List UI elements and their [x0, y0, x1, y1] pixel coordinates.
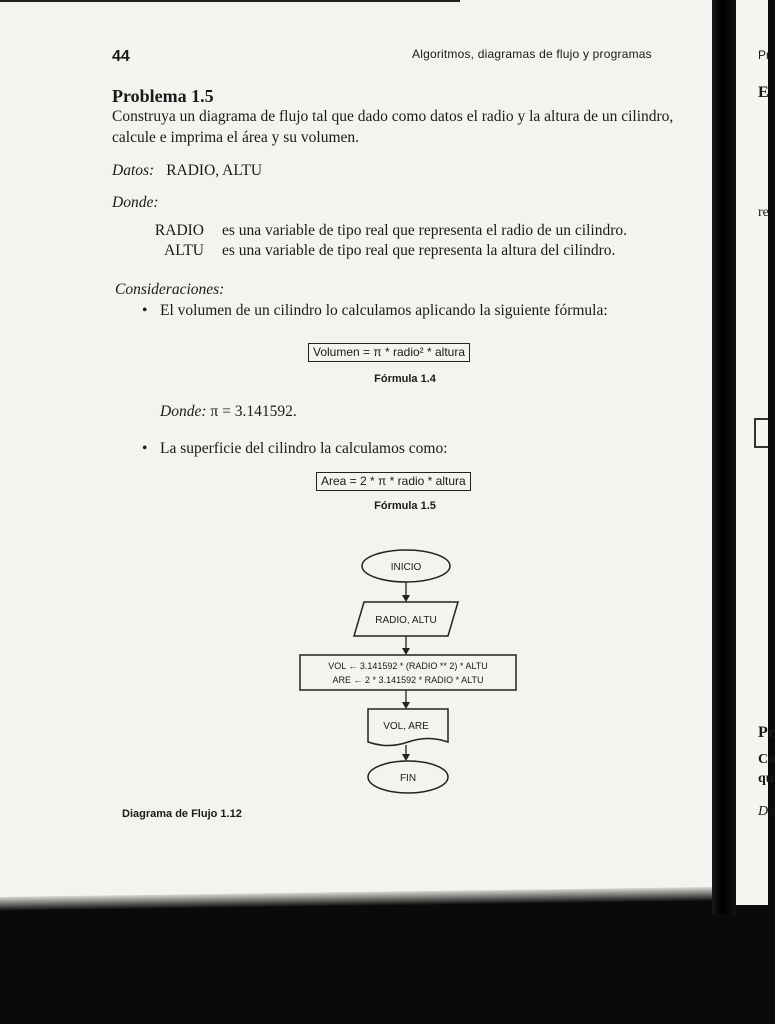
bullet-text: El volumen de un cilindro lo calculamos aplicando la siguiente fórmula: [160, 302, 608, 319]
process-line-volume: VOL ← 3.141592 * (RADIO ** 2) * ALTU [328, 661, 488, 671]
formula-area: Area = 2 * π * radio * altura [316, 472, 471, 491]
variable-description: es una variable de tipo real que representa la altura del cilindro. [222, 242, 616, 259]
data-value: RADIO, ALTU [166, 162, 263, 179]
problem-title: Problema 1.5 [112, 86, 214, 106]
start-label: INICIO [390, 562, 422, 573]
arrow-head [402, 702, 410, 709]
arrow-head [402, 754, 410, 761]
considerations-label: Consideraciones: [115, 281, 225, 298]
arrow-head [402, 648, 410, 655]
output-label: VOL, ARE [383, 721, 429, 732]
next-page-fragment: Pr [758, 724, 775, 741]
bullet-text: La superficie del cilindro la calculamos como: [160, 440, 448, 457]
next-page-fragment: Pr [758, 48, 770, 62]
page-number: 44 [112, 48, 130, 65]
process-line-area: ARE ← 2 * 3.141592 * RADIO * ALTU [332, 675, 484, 685]
book-gutter [712, 0, 736, 915]
formula-caption: Fórmula 1.5 [374, 500, 436, 512]
book-page-right-edge [736, 0, 775, 905]
input-label: RADIO, ALTU [375, 615, 437, 626]
formula-volume: Volumen = π * radio² * altura [308, 343, 470, 362]
pi-definition [160, 403, 297, 421]
bullet-dot: • [142, 302, 148, 319]
bullet-dot: • [142, 440, 148, 457]
pi-label: Donde: [160, 403, 207, 420]
variable-name: ALTU [164, 242, 204, 259]
arrow-head [402, 595, 410, 602]
problem-statement: Construya un diagrama de flujo tal que dado como datos el radio y la altura de un cilindro, calcule e imprima el área y su volumen. [112, 108, 674, 146]
pi-value: π = 3.141592. [210, 403, 297, 420]
next-page-fragment: Da [758, 804, 775, 819]
next-page-fragment: qu [758, 771, 774, 786]
bullet-area [142, 440, 448, 458]
next-page-shape [754, 418, 768, 448]
top-rule [0, 0, 460, 2]
where-label: Donde: [112, 194, 159, 211]
flowchart [290, 545, 530, 805]
data-label: Datos: [112, 162, 155, 179]
next-page-fragment: re [758, 205, 769, 220]
next-page-fragment: E [758, 84, 769, 101]
bullet-volume [142, 302, 608, 320]
variable-description: es una variable de tipo real que representa el radio de un cilindro. [222, 222, 627, 239]
variable-name: RADIO [154, 222, 204, 239]
running-head: Algoritmos, diagramas de flujo y programas [412, 47, 652, 61]
formula-caption: Fórmula 1.4 [374, 373, 436, 385]
flowchart-caption: Diagrama de Flujo 1.12 [122, 808, 242, 820]
data-line [112, 162, 262, 180]
end-label: FIN [399, 773, 417, 784]
next-page-fragment: Co [758, 752, 775, 767]
